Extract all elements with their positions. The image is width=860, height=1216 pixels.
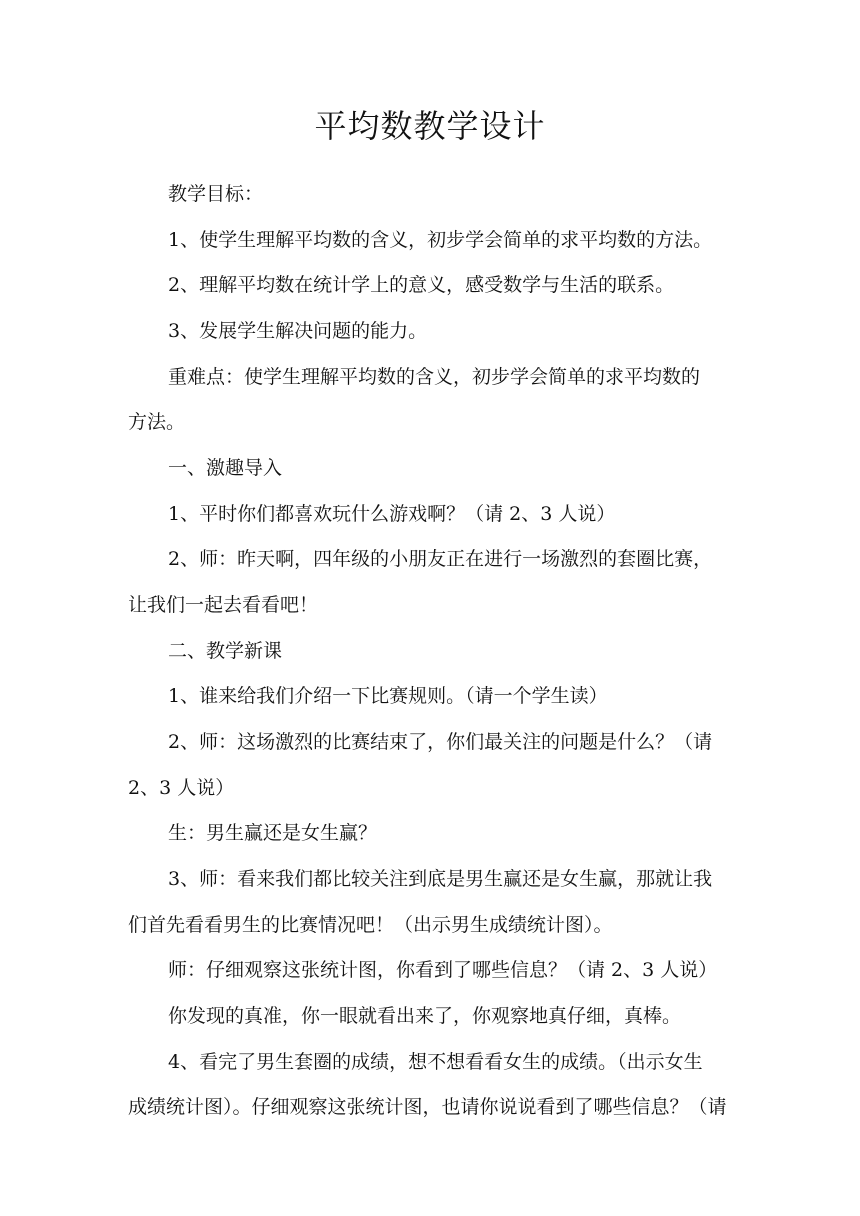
paragraph-line: 让我们一起去看看吧！ [128, 594, 319, 616]
section-heading-intro: 一、激趣导入 [168, 457, 283, 479]
paragraph-line: 1、平时你们都喜欢玩什么游戏啊？（请 2、3 人说） [168, 503, 616, 525]
document-title: 平均数教学设计 [314, 107, 546, 145]
paragraph-line: 们首先看看男生的比赛情况吧！（出示男生成绩统计图）。 [128, 914, 613, 936]
paragraph-line: 方法。 [128, 411, 186, 433]
paragraph-line: 2、师：这场激烈的比赛结束了，你们最关注的问题是什么？（请 [168, 731, 713, 753]
paragraph-line: 1、使学生理解平均数的含义，初步学会简单的求平均数的方法。 [168, 229, 713, 251]
paragraph-line: 4、看完了男生套圈的成绩，想不想看看女生的成绩。（出示女生 [168, 1051, 703, 1073]
paragraph-line: 生：男生赢还是女生赢？ [168, 822, 378, 844]
paragraph-line: 2、理解平均数在统计学上的意义，感受数学与生活的联系。 [168, 274, 675, 296]
section-heading-objectives: 教学目标： [168, 183, 264, 205]
paragraph-line: 重难点：使学生理解平均数的含义，初步学会简单的求平均数的 [168, 366, 701, 388]
paragraph-line: 你发现的真准，你一眼就看出来了，你观察地真仔细，真棒。 [168, 1005, 682, 1027]
paragraph-line: 2、3 人说） [128, 777, 235, 799]
paragraph-line: 3、发展学生解决问题的能力。 [168, 320, 428, 342]
paragraph-line: 成绩统计图）。仔细观察这张统计图，也请你说说看到了哪些信息？（请 [128, 1096, 727, 1118]
section-heading-new-lesson: 二、教学新课 [168, 640, 283, 662]
paragraph-line: 师：仔细观察这张统计图，你看到了哪些信息？（请 2、3 人说） [168, 959, 718, 981]
paragraph-line: 2、师：昨天啊，四年级的小朋友正在进行一场激烈的套圈比赛， [168, 548, 713, 570]
paragraph-line: 1、谁来给我们介绍一下比赛规则。（请一个学生读） [168, 685, 608, 707]
paragraph-line: 3、师：看来我们都比较关注到底是男生赢还是女生赢，那就让我 [168, 868, 713, 890]
